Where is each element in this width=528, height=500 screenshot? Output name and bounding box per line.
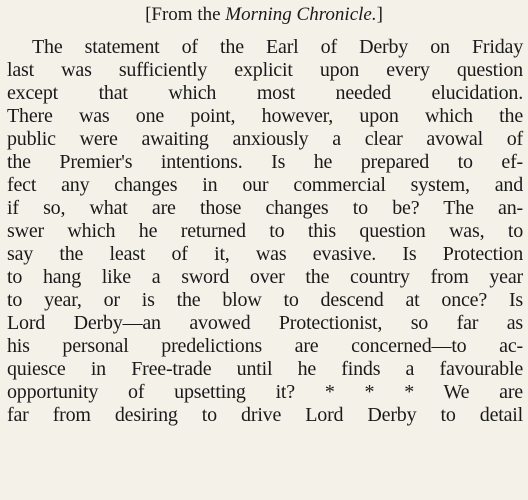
article-line: far from desiring to drive Lord Derby to detail [7,404,523,426]
article-line: quiesce in Free-trade until he finds a favourable [7,358,523,380]
article-line: There was one point, however, upon which the [7,105,523,127]
article-line: The statement of the Earl of Derby on Friday [32,36,523,58]
article-line: except that which most needed elucidation. [7,82,523,104]
article-line: Lord Derby—an avowed Protectionist, so far as [7,312,523,334]
article-line: public were awaiting anxiously a clear avowal of [7,128,523,150]
heading-open: [From the [145,4,226,25]
article-line: last was sufficiently explicit upon every question [7,59,523,81]
article-heading [0,3,528,27]
article-line: opportunity of upsetting it? * * * We are [7,381,523,403]
article-line: to year, or is the blow to descend at once? Is [7,289,523,311]
article-line: fect any changes in our commercial system, and [7,174,523,196]
article-line: if so, what are those changes to be? The an- [7,197,523,219]
article-line: say the least of it, was evasive. Is Protection [7,243,523,265]
article-line: to hang like a sword over the country from year [7,266,523,288]
heading-source: Morning Chronicle. [225,4,377,25]
article-line: his personal predelictions are concerned—to ac- [7,335,523,357]
article-line: swer which he returned to this question was, to [7,220,523,242]
article-body [7,36,523,427]
article-line: the Premier's intentions. Is he prepared to ef- [7,151,523,173]
heading-close: ] [376,4,383,25]
